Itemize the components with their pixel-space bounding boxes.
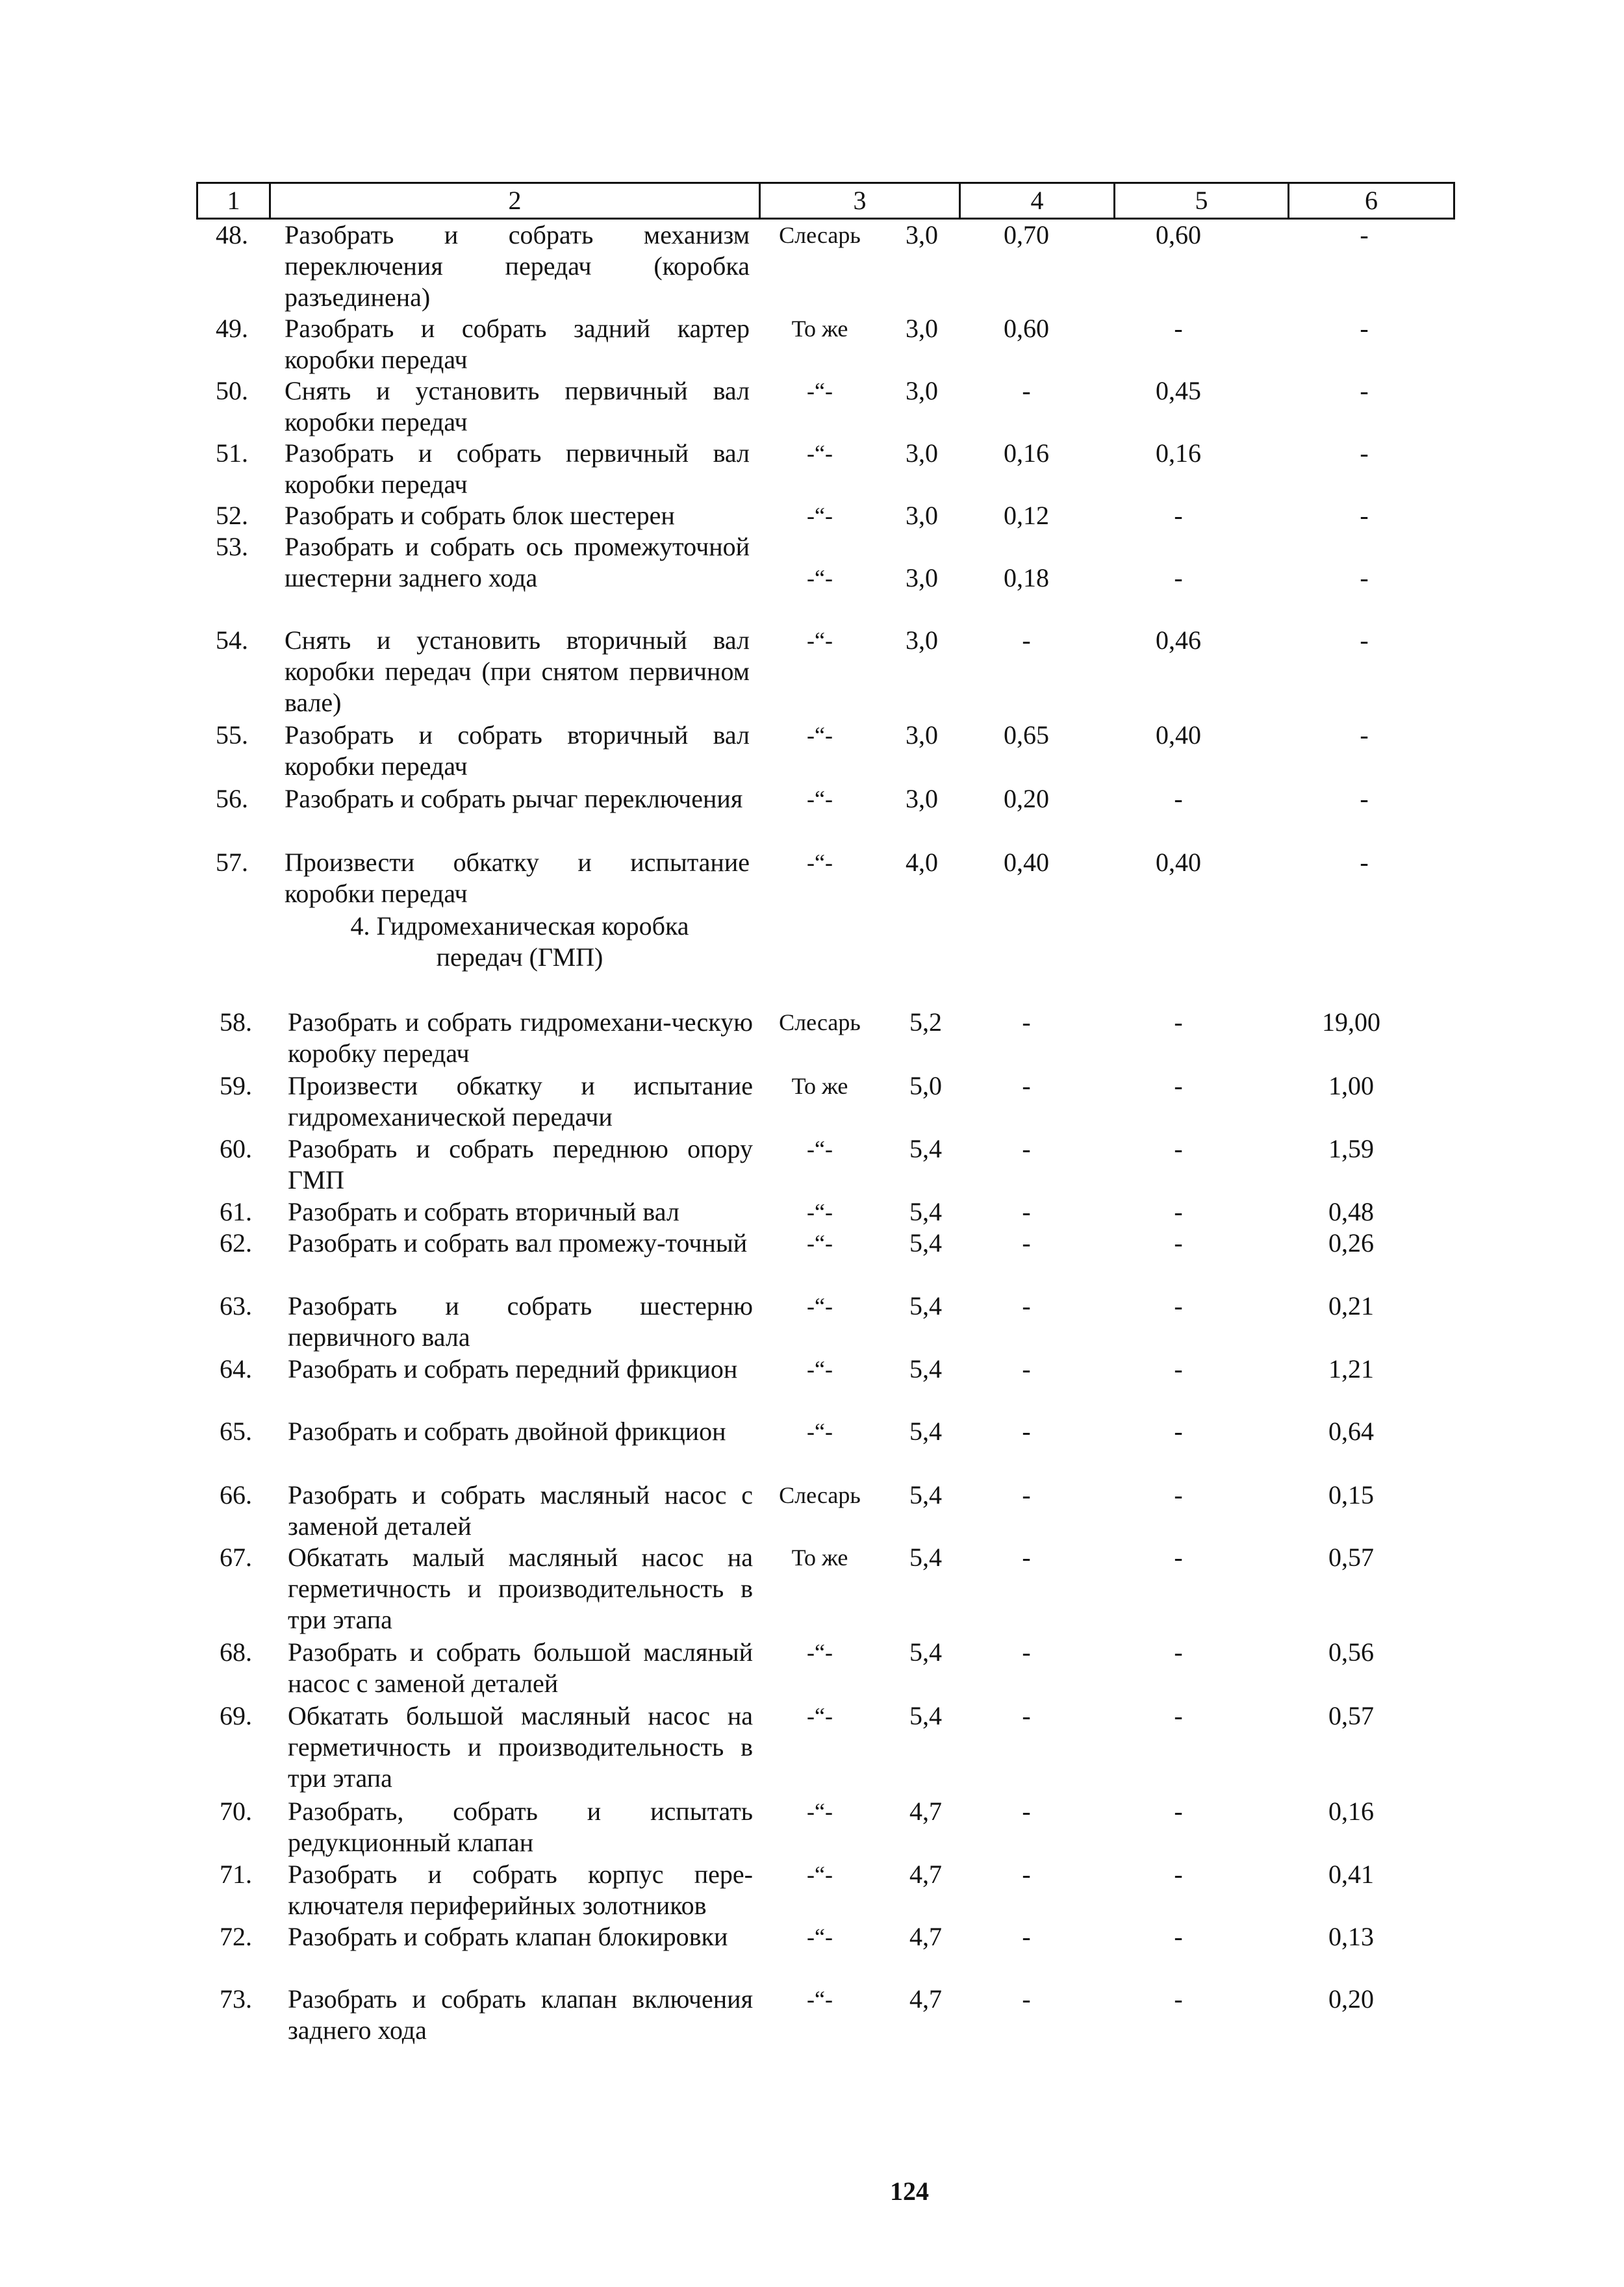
row-rank: 5,4 [909,1480,942,1510]
row-value-col5: 0,16 [1156,438,1201,468]
row-rank: 4,7 [909,1797,942,1826]
row-worker: -“- [807,1799,833,1825]
row-value-col4: 0,65 [1004,720,1049,750]
row-rank: 5,4 [909,1134,942,1163]
row-value-col5: - [1174,1480,1183,1510]
row-value-col4: - [1022,1197,1031,1226]
row-description: Разобрать и собрать вторичный вал [288,1197,679,1226]
row-number: 72. [220,1922,252,1951]
row-rank: 4,7 [909,1922,942,1951]
row-value-col6: - [1360,438,1369,468]
row-rank: 5,4 [909,1197,942,1226]
row-worker: -“- [807,627,833,653]
row-value-col6: - [1360,563,1369,592]
row-description: Разобрать и собрать рычаг переключения [285,784,743,813]
row-value-col5: 0,60 [1156,220,1201,249]
row-value-col5: 0,40 [1156,720,1201,750]
row-number: 70. [220,1797,252,1826]
row-worker: -“- [807,1230,833,1256]
row-value-col6: 0,57 [1328,1543,1374,1572]
row-rank: 4,7 [909,1984,942,2014]
row-value-col6: - [1360,784,1369,813]
row-value-col4: - [1022,1984,1031,2014]
row-number: 49. [216,314,248,343]
row-value-col5: 0,45 [1156,376,1201,405]
row-value-col6: - [1360,220,1369,249]
row-value-col6: - [1360,720,1369,750]
row-number: 51. [216,438,248,468]
row-value-col4: 0,40 [1004,848,1049,877]
row-worker: Слесарь [779,1009,861,1035]
row-worker: -“- [807,1924,833,1950]
row-number: 61. [220,1197,252,1226]
row-description: Разобрать и собрать блок шестерен [285,501,675,530]
row-worker: -“- [807,1986,833,2012]
row-number: 69. [220,1701,252,1730]
header-cell-2: 2 [271,184,761,218]
row-value-col6: - [1360,501,1369,530]
row-value-col4: - [1022,1007,1031,1037]
row-rank: 5,4 [909,1228,942,1257]
row-value-col4: 0,20 [1004,784,1049,813]
row-value-col4: - [1022,1797,1031,1826]
row-value-col5: - [1174,1417,1183,1446]
row-worker: Слесарь [779,222,861,248]
row-description: Разобрать и собрать большой масляный насос с заменой деталей [288,1637,753,1698]
row-value-col5: 0,46 [1156,625,1201,655]
row-worker: -“- [807,1136,833,1162]
row-value-col5: - [1174,1354,1183,1384]
row-rank: 3,0 [906,563,938,592]
row-value-col6: 0,16 [1328,1797,1374,1826]
row-value-col6: - [1360,314,1369,343]
row-value-col6: 0,13 [1328,1922,1374,1951]
row-description: Обкатать малый масляный насос на герметичность и производительность в три этапа [288,1543,753,1634]
section-heading-line1: 4. Гидромеханическая коробка [350,911,689,941]
row-number: 71. [220,1860,252,1889]
header-cell-4: 4 [961,184,1115,218]
row-worker: -“- [807,503,833,529]
row-worker: То же [791,1073,848,1099]
row-description: Разобрать и собрать задний картер коробки передач [285,314,750,374]
row-description: Разобрать и собрать передний фрикцион [288,1354,738,1384]
row-number: 63. [220,1291,252,1320]
page-number: 124 [890,2177,929,2206]
row-value-col6: - [1360,376,1369,405]
row-value-col4: - [1022,1922,1031,1951]
row-number: 58. [220,1007,252,1037]
row-worker: -“- [807,565,833,591]
row-value-col4: 0,18 [1004,563,1049,592]
row-value-col5: - [1174,1071,1183,1100]
row-description: Разобрать и собрать переднюю опору ГМП [288,1134,753,1194]
row-value-col4: - [1022,1417,1031,1446]
row-rank: 3,0 [906,625,938,655]
row-number: 57. [216,848,248,877]
row-value-col4: - [1022,1134,1031,1163]
row-value-col4: 0,16 [1004,438,1049,468]
row-number: 62. [220,1228,252,1257]
row-value-col5: - [1174,1701,1183,1730]
row-value-col5: - [1174,1797,1183,1826]
row-value-col5: - [1174,1984,1183,2014]
row-value-col5: - [1174,1007,1183,1037]
row-value-col4: - [1022,1480,1031,1510]
row-description: Снять и установить первичный вал коробки передач [285,376,750,436]
row-value-col6: 0,21 [1328,1291,1374,1320]
row-rank: 3,0 [906,501,938,530]
row-value-col4: - [1022,1637,1031,1667]
row-number: 48. [216,220,248,249]
row-number: 64. [220,1354,252,1384]
row-value-col5: - [1174,1543,1183,1572]
row-value-col5: - [1174,314,1183,343]
row-number: 60. [220,1134,252,1163]
row-value-col5: - [1174,1922,1183,1951]
header-cell-6: 6 [1365,186,1378,215]
row-value-col5: - [1174,1860,1183,1889]
row-description: Разобрать и собрать клапан блокировки [288,1922,728,1951]
row-number: 68. [220,1637,252,1667]
row-description: Разобрать, собрать и испытать редукционный клапан [288,1797,753,1857]
row-number: 65. [220,1417,252,1446]
row-description: Произвести обкатку и испытание коробки передач [285,848,750,908]
row-value-col6: 1,59 [1328,1134,1374,1163]
section-heading-line2: передач (ГМП) [436,942,603,972]
section-heading [325,911,715,973]
row-rank: 5,0 [909,1071,942,1100]
row-value-col4: - [1022,1354,1031,1384]
row-worker: -“- [807,1639,833,1665]
row-number: 67. [220,1543,252,1572]
row-rank: 3,0 [906,220,938,249]
row-value-col5: - [1174,1134,1183,1163]
row-value-col5: - [1174,784,1183,813]
row-value-col4: - [1022,1701,1031,1730]
row-rank: 5,2 [909,1007,942,1037]
row-worker: -“- [807,786,833,812]
row-value-col6: 0,56 [1328,1637,1374,1667]
row-value-col4: 0,12 [1004,501,1049,530]
row-worker: -“- [807,1862,833,1888]
row-value-col4: 0,70 [1004,220,1049,249]
row-value-col4: - [1022,1543,1031,1572]
row-rank: 4,7 [909,1860,942,1889]
row-number: 52. [216,501,248,530]
row-value-col5: - [1174,1228,1183,1257]
row-value-col6: 0,48 [1328,1197,1374,1226]
row-description: Разобрать и собрать двойной фрикцион [288,1417,726,1446]
row-description: Разобрать и собрать клапан включения заднего хода [288,1984,753,2045]
row-value-col6: 1,00 [1328,1071,1374,1100]
row-number: 73. [220,1984,252,2014]
row-value-col5: 0,40 [1156,848,1201,877]
row-worker: -“- [807,722,833,748]
row-value-col6: 1,21 [1328,1354,1374,1384]
table-header [196,182,1455,220]
row-worker: То же [791,316,848,342]
row-number: 53. [216,532,248,561]
row-description: Разобрать и собрать вал промежу-точный [288,1228,748,1257]
row-description: Разобрать и собрать ось промежуточной шестерни заднего хода [285,532,750,592]
row-description: Произвести обкатку и испытание гидромеханической передачи [288,1071,753,1131]
row-value-col6: 0,26 [1328,1228,1374,1257]
row-description: Снять и установить вторичный вал коробки передач (при снятом первичном вале) [285,625,750,717]
row-rank: 5,4 [909,1417,942,1446]
row-rank: 3,0 [906,438,938,468]
row-number: 54. [216,625,248,655]
row-rank: 3,0 [906,784,938,813]
row-worker: Слесарь [779,1482,861,1508]
row-description: Разобрать и собрать механизм переключения передач (коробка разъединена) [285,220,750,312]
row-value-col4: - [1022,1291,1031,1320]
row-value-col4: - [1022,1071,1031,1100]
header-cell-5: 5 [1115,184,1289,218]
row-value-col4: - [1022,376,1031,405]
row-worker: -“- [807,1199,833,1225]
row-description: Разобрать и собрать корпус пере-ключателя периферийных золотников [288,1860,753,1920]
row-value-col5: - [1174,563,1183,592]
row-value-col5: - [1174,1197,1183,1226]
row-description: Разобрать и собрать вторичный вал коробки передач [285,720,750,781]
row-worker: -“- [807,850,833,876]
row-rank: 5,4 [909,1354,942,1384]
row-value-col6: 19,00 [1322,1007,1380,1037]
row-description: Разобрать и собрать первичный вал коробки передач [285,438,750,499]
row-value-col5: - [1174,1637,1183,1667]
row-rank: 5,4 [909,1543,942,1572]
row-worker: -“- [807,378,833,404]
row-value-col6: - [1360,848,1369,877]
row-value-col6: 0,57 [1328,1701,1374,1730]
row-worker: -“- [807,1293,833,1319]
row-worker: То же [791,1545,848,1571]
row-value-col4: - [1022,1860,1031,1889]
row-value-col4: - [1022,625,1031,655]
row-number: 66. [220,1480,252,1510]
row-description: Разобрать и собрать масляный насос с заменой деталей [288,1480,753,1541]
row-value-col6: 0,15 [1328,1480,1374,1510]
row-value-col6: 0,20 [1328,1984,1374,2014]
row-rank: 5,4 [909,1637,942,1667]
row-rank: 4,0 [906,848,938,877]
row-number: 55. [216,720,248,750]
header-cell-3: 3 [761,184,961,218]
row-description: Разобрать и собрать шестерню первичного вала [288,1291,753,1352]
row-number: 56. [216,784,248,813]
row-rank: 3,0 [906,720,938,750]
row-worker: -“- [807,1703,833,1729]
row-description: Разобрать и собрать гидромехани-ческую коробку передач [288,1007,753,1068]
row-worker: -“- [807,1356,833,1382]
row-number: 59. [220,1071,252,1100]
row-rank: 5,4 [909,1701,942,1730]
row-value-col5: - [1174,501,1183,530]
row-value-col6: 0,64 [1328,1417,1374,1446]
row-rank: 3,0 [906,314,938,343]
row-number: 50. [216,376,248,405]
row-rank: 3,0 [906,376,938,405]
row-value-col4: 0,60 [1004,314,1049,343]
row-description: Обкатать большой масляный насос на герметичность и производительность в три этапа [288,1701,753,1793]
row-worker: -“- [807,1419,833,1445]
row-worker: -“- [807,440,833,466]
row-rank: 5,4 [909,1291,942,1320]
row-value-col4: - [1022,1228,1031,1257]
row-value-col6: - [1360,625,1369,655]
row-value-col6: 0,41 [1328,1860,1374,1889]
row-value-col5: - [1174,1291,1183,1320]
header-cell-1: 1 [198,184,271,218]
